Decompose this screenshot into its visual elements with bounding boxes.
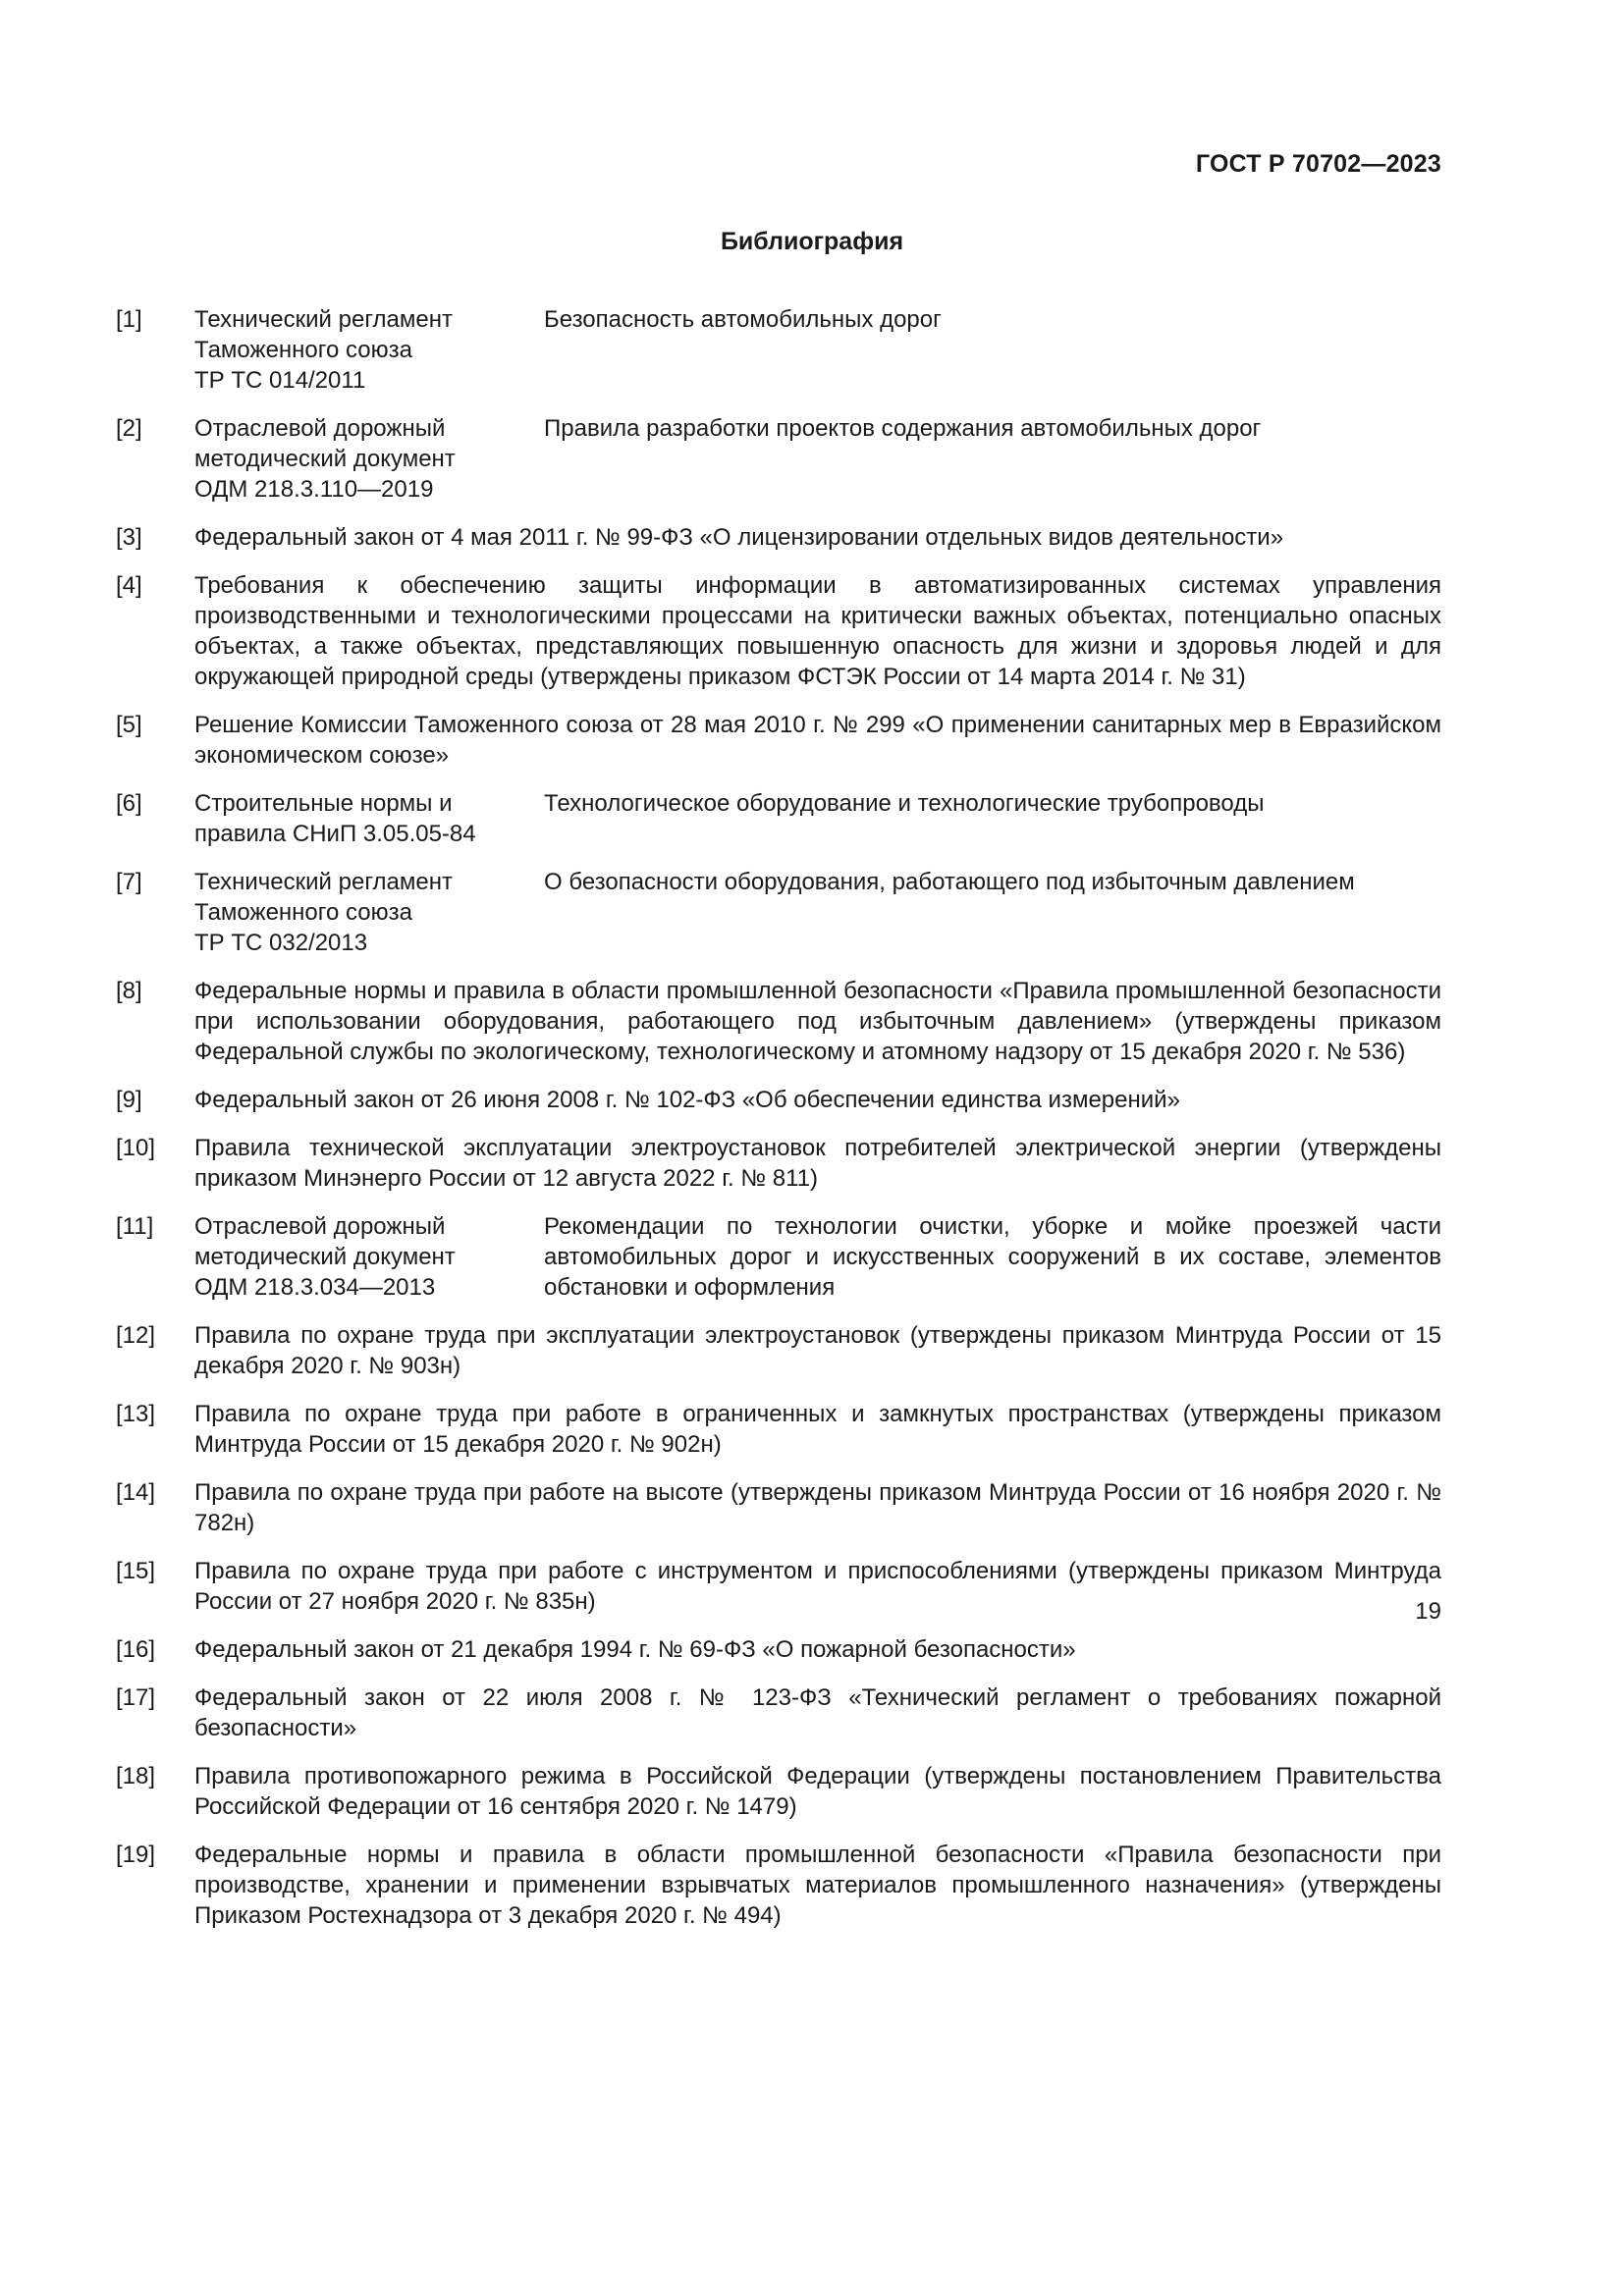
bibliography-entry-text: Требования к обеспечению защиты информации в автоматизированных системах управления производственными и технологическими процессами на критически важных объектах, потенциально опасных объектах, а также объектах, представляющих повышенную опасность для жизни и здоровья людей и для окружающей природной среды (утверждены приказом ФСТЭК России от 14 марта 2014 г. № 31) bbox=[194, 572, 1441, 690]
bibliography-entry bbox=[116, 976, 1441, 1067]
bibliography-entry bbox=[116, 1840, 1441, 1931]
bibliography-entry-number: [13] bbox=[116, 1401, 156, 1427]
bibliography-entry-number: [6] bbox=[116, 790, 142, 817]
bibliography-entry bbox=[116, 1556, 1441, 1617]
bibliography-entry-text: Федеральные нормы и правила в области промышленной безопасности «Правила безопасности при производстве, хранении и применении взрывчатых материалов промышленного назначения» (утверждены Приказом Ростехнадзора от 3 декабря 2020 г. № 494) bbox=[194, 1842, 1441, 1929]
bibliography-list bbox=[116, 304, 1441, 1949]
bibliography-entry-text: Федеральный закон от 21 декабря 1994 г. № 69-ФЗ «О пожарной безопасности» bbox=[194, 1636, 1076, 1663]
bibliography-entry-number: [15] bbox=[116, 1558, 156, 1584]
bibliography-entry-text: Правила по охране труда при работе в ограниченных и замкнутых пространствах (утверждены приказом Минтруда России от 15 декабря 2020 г. № 902н) bbox=[194, 1401, 1441, 1458]
bibliography-entry-columns bbox=[194, 867, 1441, 958]
bibliography-entry-title: Рекомендации по технологии очистки, уборке и мойке проезжей части автомобильных дорог и искусственных сооружений в их составе, элементов обстановки и оформления bbox=[544, 1213, 1441, 1301]
bibliography-entry-number: [10] bbox=[116, 1135, 156, 1161]
bibliography-entry bbox=[116, 867, 1441, 958]
bibliography-entry-title: Правила разработки проектов содержания автомобильных дорог bbox=[544, 415, 1262, 442]
bibliography-entry-text: Правила противопожарного режима в Российской Федерации (утверждены постановлением Правительства Российской Федерации от 16 сентября 2020 г. № 1479) bbox=[194, 1763, 1441, 1820]
bibliography-entry bbox=[116, 710, 1441, 771]
bibliography-entry bbox=[116, 1634, 1441, 1665]
bibliography-entry-text: Федеральные нормы и правила в области промышленной безопасности «Правила промышленной безопасности при использовании оборудования, работающего под избыточным давлением» (утверждены приказом Федеральной службы по экологическому, технологическому и атомному надзору от 15 декабря 2020 г. № 536) bbox=[194, 978, 1441, 1065]
bibliography-entry-number: [2] bbox=[116, 415, 142, 442]
page-number: 19 bbox=[1415, 1598, 1441, 1625]
document-standard-id: ГОСТ Р 70702—2023 bbox=[1195, 150, 1441, 178]
bibliography-entry-text: Правила технической эксплуатации электроустановок потребителей электрической энергии (утверждены приказом Минэнерго России от 12 августа 2022 г. № 811) bbox=[194, 1135, 1441, 1192]
bibliography-entry-text: Правила по охране труда при работе на высоте (утверждены приказом Минтруда России от 16 ноября 2020 г. № 782н) bbox=[194, 1479, 1441, 1536]
bibliography-entry bbox=[116, 1477, 1441, 1538]
bibliography-entry-number: [11] bbox=[116, 1213, 154, 1240]
bibliography-entry-text: Федеральный закон от 4 мая 2011 г. № 99-ФЗ «О лицензировании отдельных видов деятельности» bbox=[194, 524, 1284, 551]
bibliography-entry-source: Технический регламент Таможенного союза ТР ТС 014/2011 bbox=[194, 306, 453, 394]
bibliography-entry-source: Отраслевой дорожный методический документ ОДМ 218.3.034—2013 bbox=[194, 1213, 456, 1301]
bibliography-entry-number: [19] bbox=[116, 1842, 156, 1868]
bibliography-entry-columns bbox=[194, 413, 1441, 505]
bibliography-entry-columns bbox=[194, 788, 1441, 849]
bibliography-entry-number: [1] bbox=[116, 306, 142, 333]
bibliography-entry-columns bbox=[194, 1211, 1441, 1303]
bibliography-entry-text: Решение Комиссии Таможенного союза от 28 мая 2010 г. № 299 «О применении санитарных мер в Евразийском экономическом союзе» bbox=[194, 712, 1441, 769]
bibliography-entry-number: [18] bbox=[116, 1763, 156, 1789]
bibliography-entry bbox=[116, 1211, 1441, 1303]
bibliography-entry bbox=[116, 1399, 1441, 1460]
bibliography-entry-number: [12] bbox=[116, 1322, 156, 1349]
bibliography-entry bbox=[116, 570, 1441, 692]
bibliography-entry bbox=[116, 1682, 1441, 1743]
bibliography-entry-title: Безопасность автомобильных дорог bbox=[544, 306, 942, 333]
bibliography-entry-title: Технологическое оборудование и технологические трубопроводы bbox=[544, 790, 1265, 817]
bibliography-entry bbox=[116, 1761, 1441, 1822]
bibliography-entry-number: [3] bbox=[116, 524, 142, 551]
bibliography-entry bbox=[116, 788, 1441, 849]
bibliography-entry bbox=[116, 304, 1441, 396]
bibliography-entry bbox=[116, 413, 1441, 505]
bibliography-entry bbox=[116, 1133, 1441, 1194]
bibliography-entry-columns bbox=[194, 304, 1441, 396]
bibliography-entry bbox=[116, 1085, 1441, 1115]
bibliography-entry-number: [8] bbox=[116, 978, 142, 1004]
bibliography-entry-text: Федеральный закон от 26 июня 2008 г. № 102-ФЗ «Об обеспечении единства измерений» bbox=[194, 1087, 1180, 1113]
bibliography-entry bbox=[116, 522, 1441, 553]
bibliography-entry-text: Правила по охране труда при работе с инструментом и приспособлениями (утверждены приказом Минтруда России от 27 ноября 2020 г. № 835н) bbox=[194, 1558, 1441, 1615]
bibliography-entry-source: Технический регламент Таможенного союза ТР ТС 032/2013 bbox=[194, 869, 453, 956]
section-title: Библиография bbox=[720, 228, 904, 255]
bibliography-entry-source: Строительные нормы и правила СНиП 3.05.05-84 bbox=[194, 790, 476, 847]
bibliography-entry-title: О безопасности оборудования, работающего под избыточным давлением bbox=[544, 869, 1355, 895]
bibliography-entry-number: [14] bbox=[116, 1479, 156, 1506]
bibliography-entry-text: Правила по охране труда при эксплуатации электроустановок (утверждены приказом Минтруда России от 15 декабря 2020 г. № 903н) bbox=[194, 1322, 1441, 1379]
bibliography-entry-number: [17] bbox=[116, 1684, 156, 1711]
bibliography-entry-number: [4] bbox=[116, 572, 142, 599]
bibliography-entry-number: [5] bbox=[116, 712, 142, 738]
bibliography-entry-number: [16] bbox=[116, 1636, 156, 1663]
bibliography-entry-number: [9] bbox=[116, 1087, 142, 1113]
bibliography-entry-number: [7] bbox=[116, 869, 142, 895]
bibliography-entry bbox=[116, 1320, 1441, 1381]
bibliography-entry-source: Отраслевой дорожный методический документ ОДМ 218.3.110—2019 bbox=[194, 415, 456, 503]
bibliography-entry-text: Федеральный закон от 22 июля 2008 г. № 123-ФЗ «Технический регламент о требованиях пожарной безопасности» bbox=[194, 1684, 1441, 1741]
